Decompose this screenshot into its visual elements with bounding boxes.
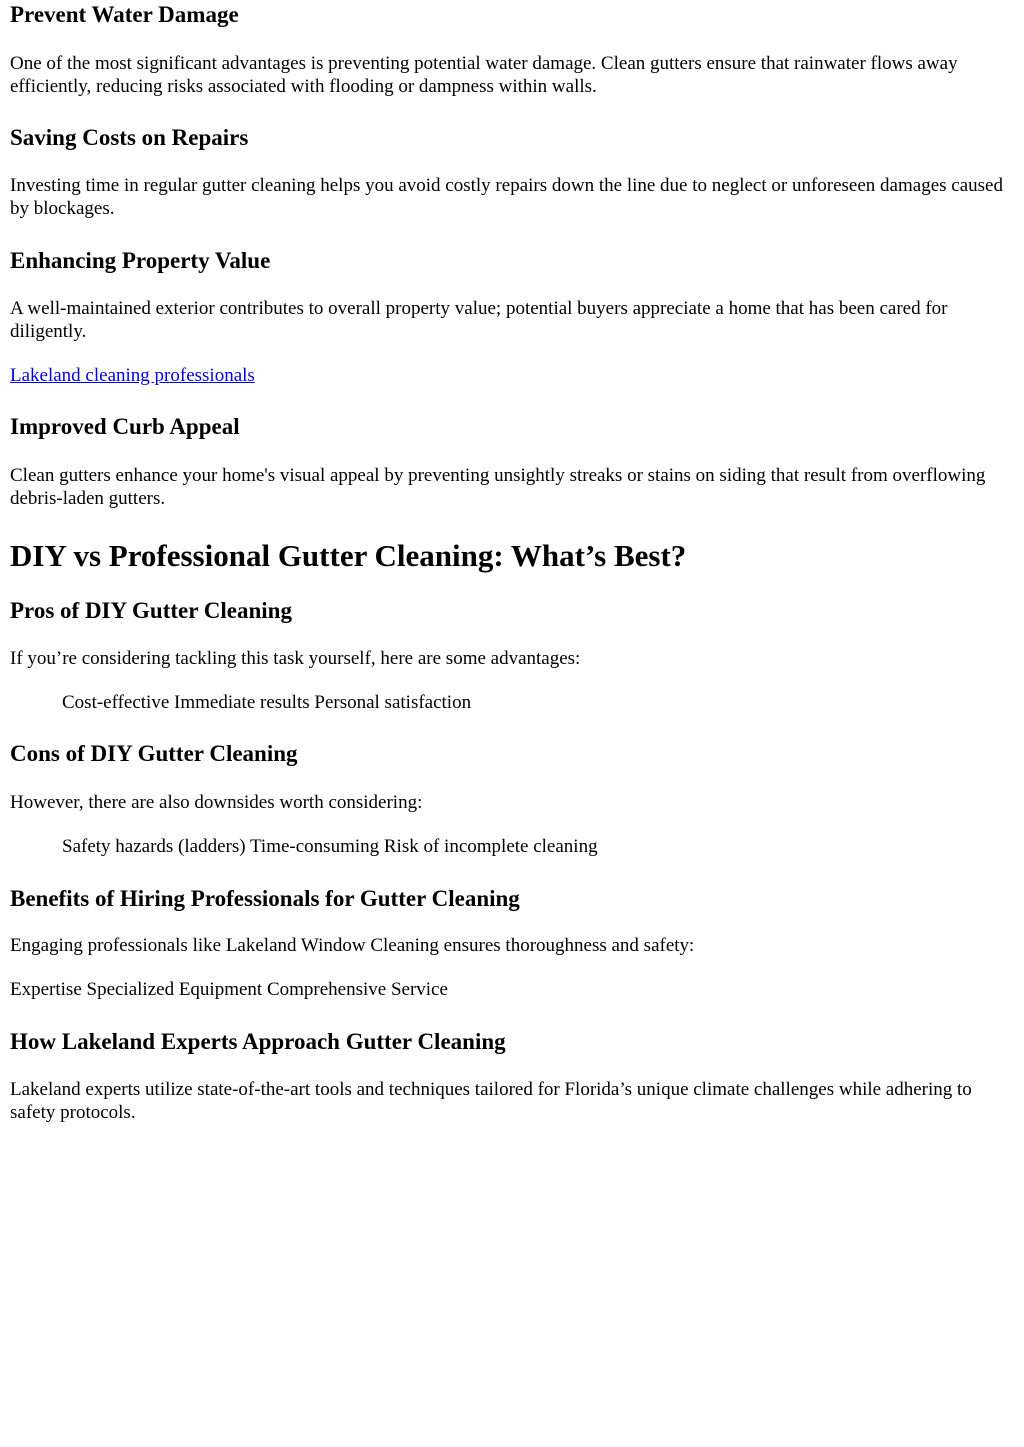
section-heading-curb-appeal: Improved Curb Appeal	[10, 414, 240, 439]
section-body-water-damage: One of the most significant advantages is preventing potential water damage. Clean gutters ensure that rainwater flows away efficiently, reducing risks associated with flooding or dampness within walls.	[10, 53, 958, 97]
section-heading-lakeland-approach: How Lakeland Experts Approach Gutter Cleaning	[10, 1029, 506, 1054]
link-paragraph	[10, 364, 1014, 387]
benefits-intro: Engaging professionals like Lakeland Window Cleaning ensures thoroughness and safety:	[10, 935, 695, 956]
section-heading-water-damage: Prevent Water Damage	[10, 2, 239, 27]
section-heading-property-value: Enhancing Property Value	[10, 248, 271, 273]
section-body-lakeland-approach: Lakeland experts utilize state-of-the-art tools and techniques tailored for Florida’s unique climate challenges while adhering to safety protocols.	[10, 1079, 972, 1123]
page-title-diy-vs-professional: DIY vs Professional Gutter Cleaning: What’s Best?	[10, 538, 687, 573]
section-body-saving-costs: Investing time in regular gutter cleaning helps you avoid costly repairs down the line due to neglect or unforeseen damages caused by blockages.	[10, 175, 1003, 219]
benefits-list: Expertise Specialized Equipment Comprehensive Service	[10, 979, 448, 1000]
section-heading-cons-diy: Cons of DIY Gutter Cleaning	[10, 741, 298, 766]
section-body-curb-appeal: Clean gutters enhance your home's visual appeal by preventing unsightly streaks or stains on siding that result from overflowing debris-laden gutters.	[10, 465, 986, 509]
section-heading-saving-costs: Saving Costs on Repairs	[10, 125, 249, 150]
lakeland-cleaning-professionals-link[interactable]: Lakeland cleaning professionals	[10, 365, 255, 386]
section-heading-benefits-professionals: Benefits of Hiring Professionals for Gutter Cleaning	[10, 886, 520, 911]
section-body-property-value: A well-maintained exterior contributes to overall property value; potential buyers appreciate a home that has been cared for diligently.	[10, 298, 948, 342]
cons-list: Safety hazards (ladders) Time-consuming Risk of incomplete cleaning	[62, 836, 598, 857]
pros-list: Cost-effective Immediate results Personal satisfaction	[62, 692, 472, 713]
article-page	[0, 1, 1014, 1124]
cons-intro: However, there are also downsides worth considering:	[10, 792, 423, 813]
pros-intro: If you’re considering tackling this task yourself, here are some advantages:	[10, 648, 581, 669]
section-heading-pros-diy: Pros of DIY Gutter Cleaning	[10, 598, 292, 623]
